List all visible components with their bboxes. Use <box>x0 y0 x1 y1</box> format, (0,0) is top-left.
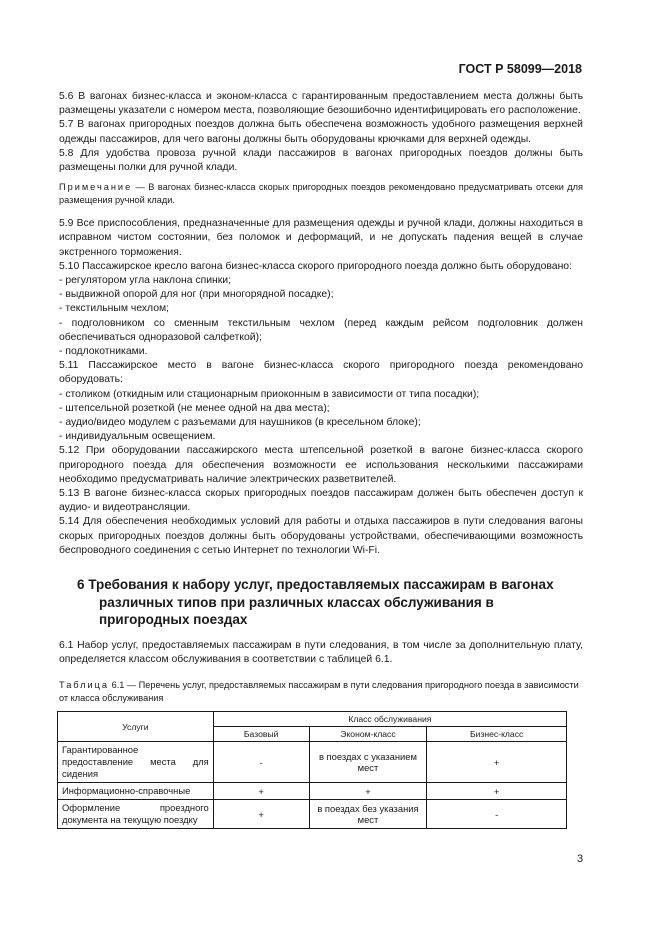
paragraph-5-13: 5.13 В вагоне бизнес-класса скорых пригородных поездов пассажирам должен быть обеспечен доступ к аудио- и видеотрансляции. <box>59 488 583 514</box>
document-code: ГОСТ Р 58099—2018 <box>458 62 582 76</box>
services-table <box>57 711 567 829</box>
cell-service: Оформление проездного документа на текущую поездку <box>58 800 214 829</box>
col-header-econ: Эконом-класс <box>309 727 427 742</box>
list-item: - текстильным чехлом; <box>59 303 170 315</box>
list-item: - аудио/видео модулем с разъемами для наушников (в кресельном блоке); <box>59 417 421 429</box>
paragraph-5-8: 5.8 Для удобства провоза ручной клади пассажиров в вагонах пригородных поездов должны быть размещены полки для ручной клади. <box>59 147 583 174</box>
cell-base: - <box>213 742 309 783</box>
list-item: - подлокотниками. <box>59 346 148 358</box>
col-header-class-group: Класс обслуживания <box>213 712 566 727</box>
table-header-row <box>58 712 567 727</box>
section-heading: 6 Требования к набору услуг, предоставляемых пассажирам в вагонах различных типов при различных классах обслуживания в пригородных поездах <box>77 577 554 628</box>
list-item: - индивидуальным освещением. <box>59 431 216 443</box>
list-item: - подголовником со сменным текстильным чехлом (перед каждым рейсом подголовник должен обеспечиваться одноразовой салфеткой); <box>59 317 583 343</box>
table-caption <box>59 679 583 705</box>
cell-biz: - <box>427 800 567 829</box>
note-label: Примечание <box>59 182 133 193</box>
paragraph-5-7: 5.7 В вагонах пригородных поездов должна быть обеспечена возможность удобного размещения верхней одежды пассажиров, для чего вагоны должны быть оборудованы крючками для верхней одежды. <box>59 119 583 145</box>
paragraph-5-14: 5.14 Для обеспечения необходимых условий для работы и отдыха пассажиров в пути следования вагоны скорых пригородных поездов должны быть оборудованы устройствами, обеспечивающими возможность беспроводного соединения с сетью Интернет по технологии Wi-Fi. <box>59 516 583 556</box>
table-caption-label: Таблица <box>59 680 110 690</box>
paragraph-5-10: 5.10 Пассажирское кресло вагона бизнес-класса скорого пригородного поезда должно быть оборудовано: <box>59 260 572 272</box>
table-row <box>58 800 567 829</box>
note-text: — В вагонах бизнес-класса скорых пригородных поездов рекомендовано предусматривать отсеки для размещения ручной клади. <box>59 182 583 206</box>
paragraph-6-1: 6.1 Набор услуг, предоставляемых пассажирам в пути следования, в том числе за дополнительную плату, определяется классом обслуживания в соответствии с таблицей 6.1. <box>59 639 583 665</box>
cell-base: + <box>213 783 309 800</box>
table-caption-text: 6.1 — Перечень услуг, предоставляемых пассажирам в пути следования пригородного поезда в зависимости от класса обслуживания <box>59 680 579 703</box>
cell-econ: в поездах с указанием мест <box>309 742 427 783</box>
table-row <box>58 742 567 783</box>
cell-biz: + <box>427 783 567 800</box>
col-header-base: Базовый <box>213 727 309 742</box>
list-item: - штепсельной розеткой (не менее одной на два места); <box>59 402 330 414</box>
cell-service: Информационно-справочные <box>58 783 214 800</box>
paragraph-5-6: 5.6 В вагонах бизнес-класса и эконом-класса с гарантированным предоставлением места должны быть размещены указатели с номером места, позволяющие безошибочно идентифицировать его расположение. <box>59 91 583 117</box>
table-row <box>58 783 567 800</box>
cell-econ: в поездах без указания мест <box>309 800 427 829</box>
page-content <box>59 90 583 829</box>
list-item: - столиком (откидным или стационарным приоконным в зависимости от типа посадки); <box>59 388 480 400</box>
note <box>59 181 583 207</box>
paragraph-5-11: 5.11 Пассажирское место в вагоне бизнес-класса скорого пригородного поезда рекомендовано оборудовать: <box>59 360 583 386</box>
paragraph-5-12: 5.12 При оборудовании пассажирского места штепсельной розеткой в вагоне бизнес-класса скорого пригородного поезда для обеспечения возможности ее использования несколькими пассажирами необходимо предусматривать наличие электрических разветвителей. <box>59 445 583 485</box>
list-item: - регулятором угла наклона спинки; <box>59 275 231 287</box>
cell-biz: + <box>427 742 567 783</box>
cell-service: Гарантированное предоставление места для сидения <box>58 742 214 783</box>
list-item: - выдвижной опорой для ног (при многорядной посадке); <box>59 289 334 301</box>
cell-base: + <box>213 800 309 829</box>
col-header-biz: Бизнес-класс <box>427 727 567 742</box>
paragraph-5-9: 5.9 Все приспособления, предназначенные для размещения одежды и ручной клади, должны находиться в исправном чистом состоянии, без поломок и деформаций, и не допускать падения вещей в случае экстренного торможения. <box>59 218 583 258</box>
cell-econ: + <box>309 783 427 800</box>
col-header-services: Услуги <box>58 712 214 742</box>
page-number: 3 <box>577 853 584 865</box>
